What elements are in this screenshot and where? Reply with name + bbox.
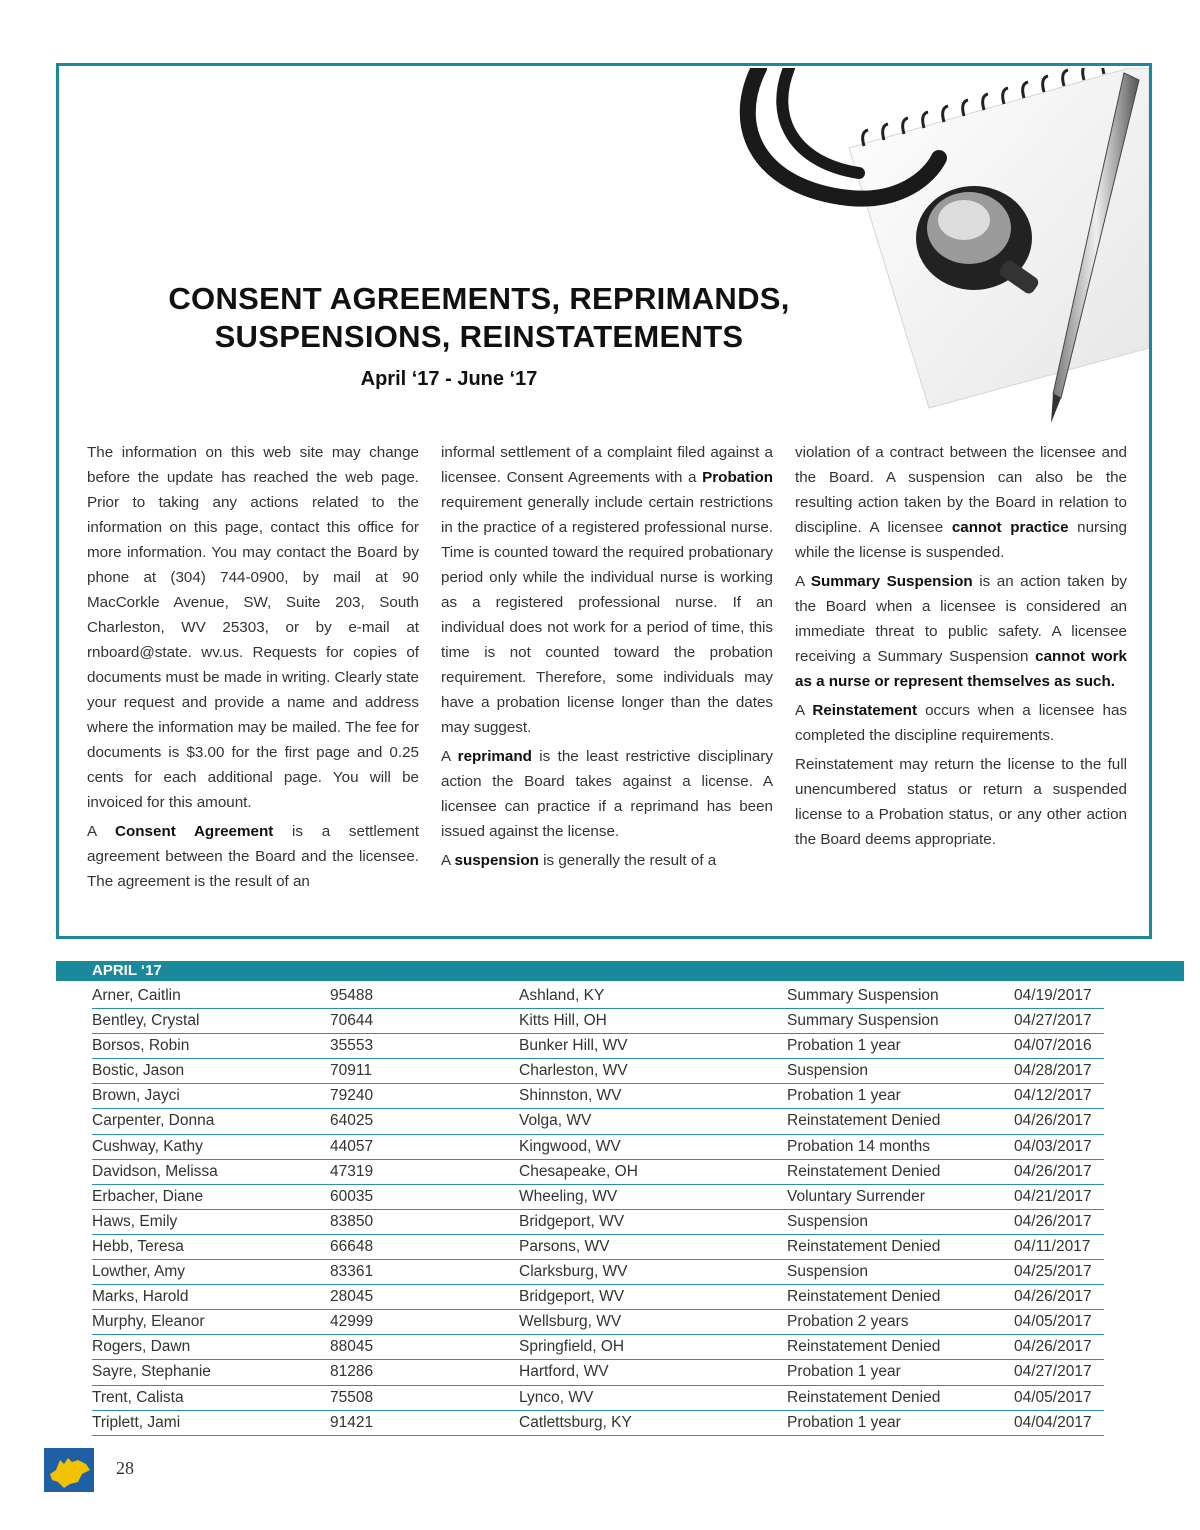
licensee-location: Wellsburg, WV <box>519 1313 622 1331</box>
table-row <box>92 1411 1104 1436</box>
intro-paragraph: The information on this web site may change before the update has reached the web page. Prior to taking any actions related to the information on this page, contact this office for more information. You may contact the Board by phone at (304) 744-0900, by mail at 90 MacCorkle Avenue, SW, Suite 203, South Charleston, WV 25303, or by e-mail at rnboard@state. wv.us. Requests for copies of documents must be made in writing. Clearly state your request and provide a name and address where the information may be mailed. The fee for documents is $3.00 for the first page and 0.25 cents for each additional page. You will be invoiced for this amount. <box>87 444 419 811</box>
table-row <box>92 1210 1104 1235</box>
licensee-location: Catlettsburg, KY <box>519 1413 632 1431</box>
disciplinary-action: Voluntary Surrender <box>787 1187 925 1205</box>
license-number: 47319 <box>330 1162 374 1180</box>
licensee-name: Sayre, Stephanie <box>92 1363 211 1381</box>
licensee-location: Volga, WV <box>519 1112 592 1130</box>
term-reinstatement: Reinstatement <box>812 702 918 719</box>
disciplinary-action: Probation 14 months <box>787 1137 931 1155</box>
licensee-location: Ashland, KY <box>519 987 605 1004</box>
action-date: 04/25/2017 <box>1014 1263 1092 1281</box>
licensee-name: Borsos, Robin <box>92 1037 190 1055</box>
table-row <box>92 1260 1104 1285</box>
disciplinary-action: Suspension <box>787 1062 869 1080</box>
title-line-1: CONSENT AGREEMENTS, REPRIMANDS, <box>168 281 790 316</box>
license-number: 91421 <box>330 1413 374 1431</box>
licensee-name: Carpenter, Donna <box>92 1112 215 1130</box>
title-line-2: SUSPENSIONS, REINSTATEMENTS <box>214 319 744 354</box>
licensee-name: Marks, Harold <box>92 1288 189 1306</box>
licensee-name: Cushway, Kathy <box>92 1137 203 1155</box>
term-consent-agreement: Consent Agreement <box>115 823 274 840</box>
licensee-name: Arner, Caitlin <box>92 987 181 1004</box>
licensee-name: Davidson, Melissa <box>92 1162 218 1180</box>
table-row <box>92 1185 1104 1210</box>
reprimand-paragraph <box>441 744 773 844</box>
licensee-location: Lynco, WV <box>519 1388 594 1406</box>
licensee-name: Rogers, Dawn <box>92 1338 191 1356</box>
table-row <box>92 1285 1104 1310</box>
term-summary-suspension: Summary Suspension <box>810 573 973 590</box>
disciplinary-action: Probation 1 year <box>787 1087 901 1105</box>
table-row <box>92 1009 1104 1034</box>
action-date: 04/26/2017 <box>1014 1162 1092 1180</box>
suspension-paragraph <box>441 848 773 873</box>
disciplinary-action: Reinstatement Denied <box>787 1237 941 1255</box>
disciplinary-action: Suspension <box>787 1212 869 1230</box>
disciplinary-action: Reinstatement Denied <box>787 1112 941 1130</box>
disciplinary-action: Probation 1 year <box>787 1363 901 1381</box>
page-number: 28 <box>116 1458 134 1478</box>
suspension-continued <box>795 440 1127 565</box>
text-run: violation of a contract between the licensee and the Board. A suspension can also be the resulting action taken by the Board in relation to discipline. A licensee <box>795 444 1127 536</box>
action-date: 04/26/2017 <box>1014 1338 1092 1356</box>
license-number: 28045 <box>330 1288 374 1306</box>
licensee-location: Hartford, WV <box>519 1363 609 1381</box>
text-run: is generally the result of a <box>538 852 717 869</box>
term-suspension: suspension <box>454 852 539 869</box>
disciplinary-action: Suspension <box>787 1263 869 1281</box>
action-date: 04/27/2017 <box>1014 1363 1092 1381</box>
licensee-location: Kingwood, WV <box>519 1137 621 1155</box>
table-row <box>92 1386 1104 1411</box>
disciplinary-action: Summary Suspension <box>787 1012 939 1030</box>
action-date: 04/12/2017 <box>1014 1087 1092 1105</box>
text-run: informal settlement of a complaint filed against a licensee. Consent Agreements with a <box>441 444 773 486</box>
license-number: 95488 <box>330 987 374 1004</box>
action-date: 04/03/2017 <box>1014 1137 1092 1155</box>
table-row <box>92 1310 1104 1335</box>
text-column-1 <box>87 440 419 898</box>
licensee-location: Bridgeport, WV <box>519 1212 625 1230</box>
summary-suspension-paragraph <box>795 569 1127 694</box>
table-row <box>92 984 1104 1009</box>
text-column-3 <box>795 440 1127 856</box>
table-row <box>92 1235 1104 1260</box>
stethoscope-notebook-illustration <box>699 68 1149 468</box>
licensee-location: Springfield, OH <box>519 1338 625 1356</box>
table-row <box>92 1084 1104 1109</box>
table-row <box>92 1335 1104 1360</box>
license-number: 75508 <box>330 1388 374 1406</box>
term-probation: Probation <box>702 469 773 486</box>
table-row <box>92 1034 1104 1059</box>
disciplinary-action: Probation 1 year <box>787 1413 901 1431</box>
license-number: 83850 <box>330 1212 374 1230</box>
licensee-name: Bostic, Jason <box>92 1062 185 1080</box>
date-range-subtitle: April ‘17 - June ‘17 <box>360 368 538 390</box>
action-date: 04/04/2017 <box>1014 1413 1092 1431</box>
table-row <box>92 1160 1104 1185</box>
licensee-location: Kitts Hill, OH <box>519 1012 607 1030</box>
disciplinary-action: Reinstatement Denied <box>787 1162 941 1180</box>
consent-agreement-paragraph <box>87 819 419 894</box>
text-run: A <box>87 823 116 840</box>
table-row <box>92 1360 1104 1385</box>
text-column-2 <box>441 440 773 877</box>
text-run: A <box>795 573 811 590</box>
term-reprimand: reprimand <box>457 748 532 765</box>
license-number: 79240 <box>330 1087 374 1105</box>
licensee-location: Shinnston, WV <box>519 1087 622 1105</box>
west-virginia-state-icon <box>44 1448 94 1492</box>
licensee-location: Charleston, WV <box>519 1062 628 1080</box>
text-run: A <box>441 852 455 869</box>
month-header-april: APRIL ‘17 <box>56 961 1184 981</box>
action-date: 04/19/2017 <box>1014 987 1092 1004</box>
license-number: 44057 <box>330 1137 374 1155</box>
licensee-name: Murphy, Eleanor <box>92 1313 205 1331</box>
text-run: A <box>441 748 458 765</box>
disciplinary-action: Reinstatement Denied <box>787 1338 941 1356</box>
table-row <box>92 1135 1104 1160</box>
licensee-name: Brown, Jayci <box>92 1087 180 1105</box>
action-date: 04/27/2017 <box>1014 1012 1092 1030</box>
text-run: is a settlement agreement between the Board and the licensee. The agreement is the result of an <box>87 823 419 890</box>
licensee-name: Erbacher, Diane <box>92 1187 204 1205</box>
license-number: 70644 <box>330 1012 374 1030</box>
action-date: 04/26/2017 <box>1014 1212 1092 1230</box>
text-run: occurs when a licensee has completed the discipline requirements. <box>795 702 1128 744</box>
license-number: 66648 <box>330 1237 374 1255</box>
disciplinary-action: Probation 2 years <box>787 1313 909 1331</box>
action-date: 04/26/2017 <box>1014 1112 1092 1130</box>
licensee-name: Triplett, Jami <box>92 1413 181 1431</box>
action-date: 04/05/2017 <box>1014 1388 1092 1406</box>
disciplinary-action: Probation 1 year <box>787 1037 901 1055</box>
action-date: 04/11/2017 <box>1014 1237 1091 1255</box>
text-run: nursing while the license is suspended. <box>795 519 1127 561</box>
license-number: 70911 <box>330 1062 372 1080</box>
text-run: A <box>795 702 813 719</box>
licensee-location: Clarksburg, WV <box>519 1263 628 1281</box>
disciplinary-action: Summary Suspension <box>787 987 939 1004</box>
disciplinary-action: Reinstatement Denied <box>787 1288 941 1306</box>
license-number: 64025 <box>330 1112 374 1130</box>
article-frame <box>56 63 1152 939</box>
text-run: requirement generally include certain restrictions in the practice of a registered professional nurse. Time is counted toward the required probationary period only while the individual nurse is working as a registered professional nurse. If an individual does not work for a period of time, this time is not counted toward the probation requirement. Therefore, some individuals may have a probation license longer than the dates may suggest. <box>441 494 773 736</box>
action-date: 04/07/2016 <box>1014 1037 1092 1055</box>
page-title <box>99 280 859 356</box>
term-cannot-work: cannot work as a nurse or represent themselves as such. <box>795 648 1128 690</box>
reinstatement-paragraph <box>795 698 1127 748</box>
discipline-list <box>92 984 1104 1436</box>
license-number: 35553 <box>330 1037 374 1055</box>
license-number: 88045 <box>330 1338 374 1356</box>
disciplinary-action: Reinstatement Denied <box>787 1388 941 1406</box>
licensee-name: Bentley, Crystal <box>92 1012 200 1030</box>
license-number: 81286 <box>330 1363 374 1381</box>
licensee-name: Trent, Calista <box>92 1388 184 1406</box>
text-run: is an action taken by the Board when a licensee is considered an immediate threat to public safety. A licensee receiving a Summary Suspension <box>795 573 1127 665</box>
licensee-location: Bridgeport, WV <box>519 1288 625 1306</box>
licensee-location: Bunker Hill, WV <box>519 1037 628 1055</box>
licensee-location: Chesapeake, OH <box>519 1162 638 1180</box>
licensee-name: Hebb, Teresa <box>92 1237 184 1255</box>
action-date: 04/05/2017 <box>1014 1313 1092 1331</box>
term-cannot-practice: cannot practice <box>951 519 1069 536</box>
reinstatement-detail-paragraph: Reinstatement may return the license to the full unencumbered status or return a suspended license to a Probation status, or any other action the Board deems appropriate. <box>795 756 1127 848</box>
licensee-location: Parsons, WV <box>519 1237 610 1255</box>
license-number: 83361 <box>330 1263 374 1281</box>
licensee-name: Haws, Emily <box>92 1212 178 1230</box>
table-row <box>92 1109 1104 1134</box>
action-date: 04/26/2017 <box>1014 1288 1092 1306</box>
table-row <box>92 1059 1104 1084</box>
license-number: 42999 <box>330 1313 374 1331</box>
text-run: is the least restrictive disciplinary action the Board takes against a license. A licensee can practice if a reprimand has been issued against the license. <box>441 748 773 840</box>
licensee-location: Wheeling, WV <box>519 1187 618 1205</box>
action-date: 04/21/2017 <box>1014 1187 1092 1205</box>
license-number: 60035 <box>330 1187 374 1205</box>
consent-agreement-continued <box>441 440 773 740</box>
action-date: 04/28/2017 <box>1014 1062 1092 1080</box>
licensee-name: Lowther, Amy <box>92 1263 186 1281</box>
